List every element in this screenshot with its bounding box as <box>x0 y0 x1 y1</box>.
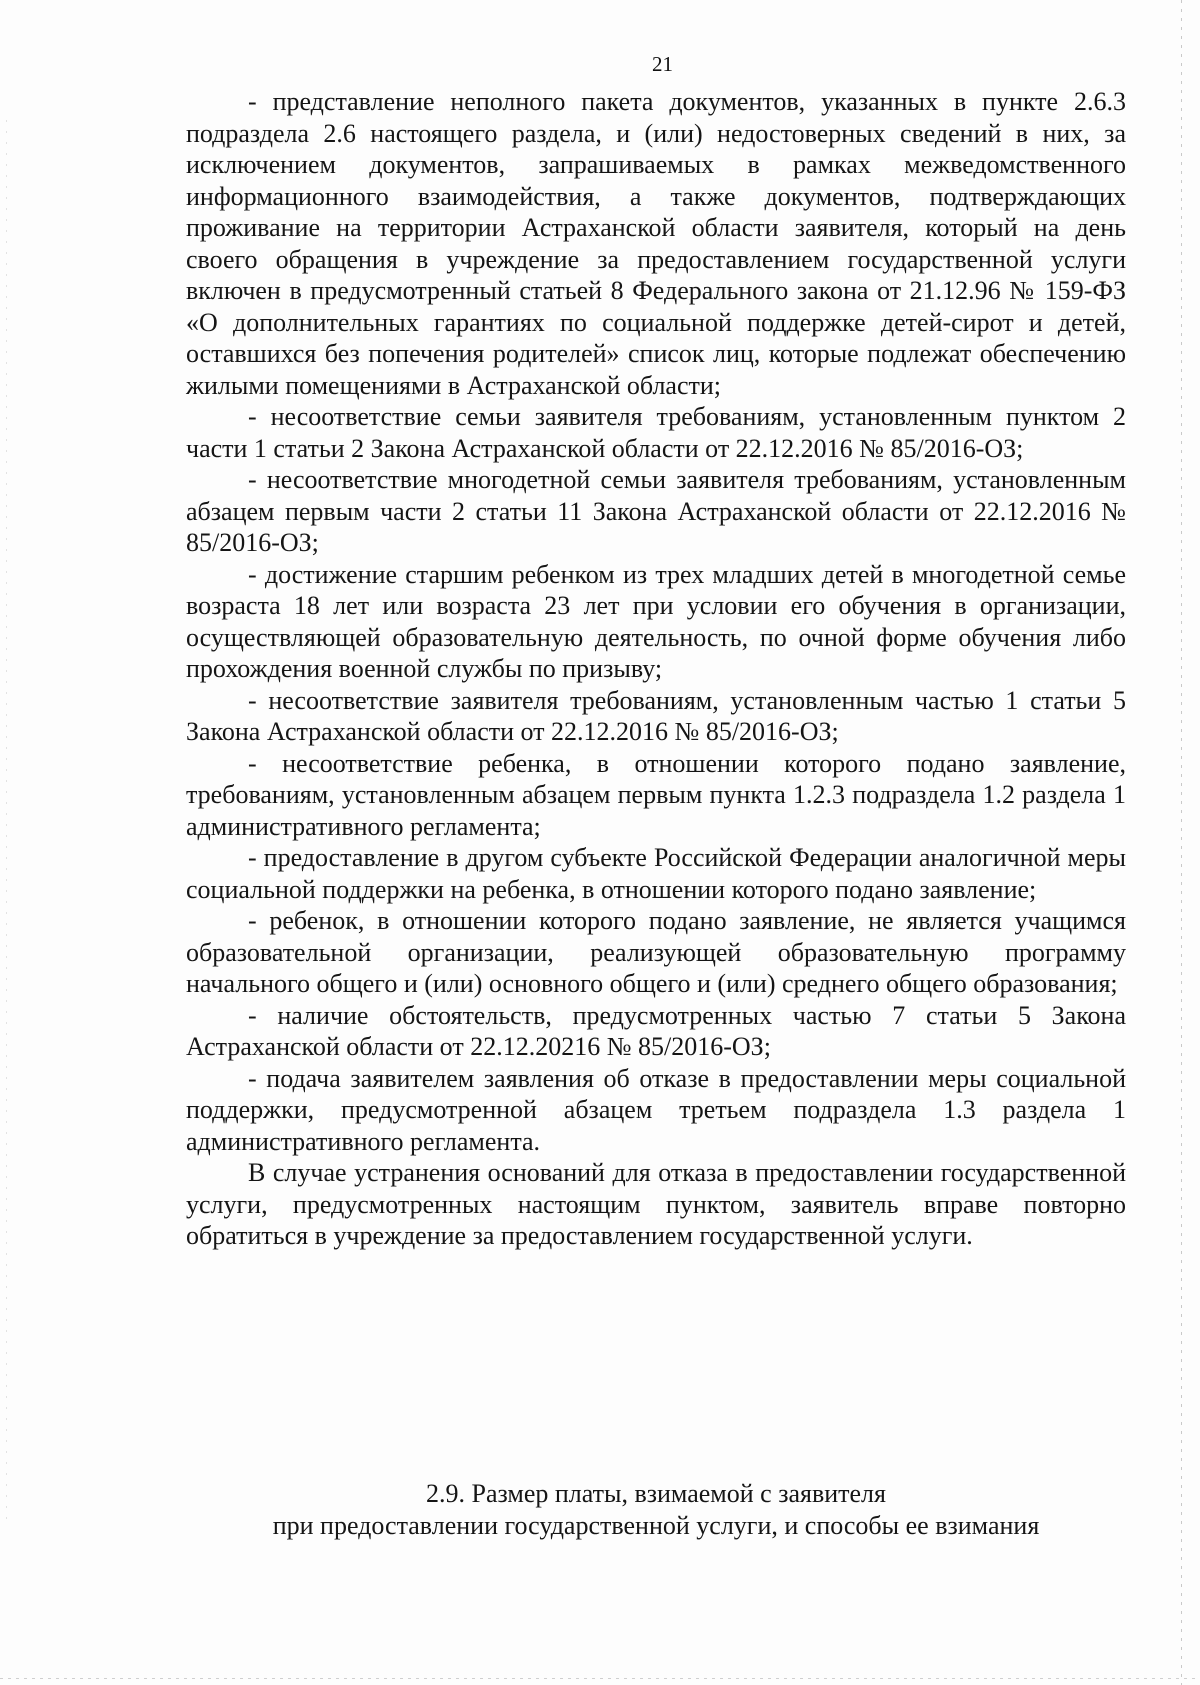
paragraph-other-region-support: - предоставление в другом субъекте Российской Федерации аналогичной меры социальной поддержки на ребенка, в отношении которого подано заявление; <box>186 843 1126 904</box>
section-heading-line-2: при предоставлении государственной услуги, и способы ее взимания <box>272 1510 1040 1540</box>
body-text <box>186 86 1126 1252</box>
paragraph-reapply: В случае устранения оснований для отказа в предоставлении государственной услуги, предусмотренных настоящим пунктом, заявитель вправе повторно обратиться в учреждение за предоставлением государственной услуги. <box>186 1158 1126 1250</box>
paragraph-not-a-student: - ребенок, в отношении которого подано заявление, не является учащимся образовательной организации, реализующей образовательную программу начального общего и (или) основного общего и (или) среднего общего образования; <box>186 906 1126 998</box>
page-number: 21 <box>652 52 673 76</box>
scan-edge-right <box>1181 0 1182 1685</box>
scan-edge-left <box>6 120 7 1520</box>
section-heading <box>186 1478 1126 1541</box>
paragraph-incomplete-documents: - представление неполного пакета документов, указанных в пункте 2.6.3 подраздела 2.6 настоящего раздела, и (или) недостоверных сведений в них, за исключением документов, запрашиваемых в рамках межведомственного информационного взаимодействия, а также документов, подтверждающих проживание на территории Астраханской области заявителя, который на день своего обращения в учреждение за предоставлением государственной услуги включен в предусмотренный статьей 8 Федерального закона от 21.12.96 № 159-ФЗ «О дополнительных гарантиях по социальной поддержке детей-сирот и детей, оставшихся без попечения родителей» список лиц, которые подлежат обеспечению жилыми помещениями в Астраханской области; <box>186 87 1126 400</box>
section-heading-line-1: 2.9. Размер платы, взимаемой с заявителя <box>425 1479 886 1508</box>
paragraph-refusal-request: - подача заявителем заявления об отказе в предоставлении меры социальной поддержки, предусмотренной абзацем третьем подраздела 1.3 раздела 1 административного регламента. <box>186 1063 1126 1156</box>
paragraph-child-mismatch: - несоответствие ребенка, в отношении которого подано заявление, требованиям, установленным абзацем первым пункта 1.2.3 подраздела 1.2 раздела 1 административного регламента; <box>186 748 1126 841</box>
paragraph-eldest-child-age: - достижение старшим ребенком из трех младших детей в многодетной семье возраста 18 лет или возраста 23 лет при условии его обучения в организации, осуществляющей образовательную деятельность, по очной форме обучения либо прохождения военной службы по призыву; <box>186 559 1126 683</box>
paragraph-family-mismatch: - несоответствие семьи заявителя требованиям, установленным пунктом 2 части 1 статьи 2 Закона Астраханской области от 22.12.2016 № 85/2016-ОЗ; <box>186 402 1126 463</box>
paragraph-large-family-mismatch: - несоответствие многодетной семьи заявителя требованиям, установленным абзацем первым части 2 статьи 11 Закона Астраханской области от 22.12.2016 № 85/2016-ОЗ; <box>186 465 1126 557</box>
scan-edge-bottom <box>0 1678 1200 1679</box>
paragraph-applicant-mismatch: - несоответствие заявителя требованиям, установленным частью 1 статьи 5 Закона Астраханской области от 22.12.2016 № 85/2016-ОЗ; <box>186 685 1126 746</box>
paragraph-circumstances: - наличие обстоятельств, предусмотренных частью 7 статьи 5 Закона Астраханской области от 22.12.20216 № 85/2016-ОЗ; <box>186 1000 1126 1061</box>
